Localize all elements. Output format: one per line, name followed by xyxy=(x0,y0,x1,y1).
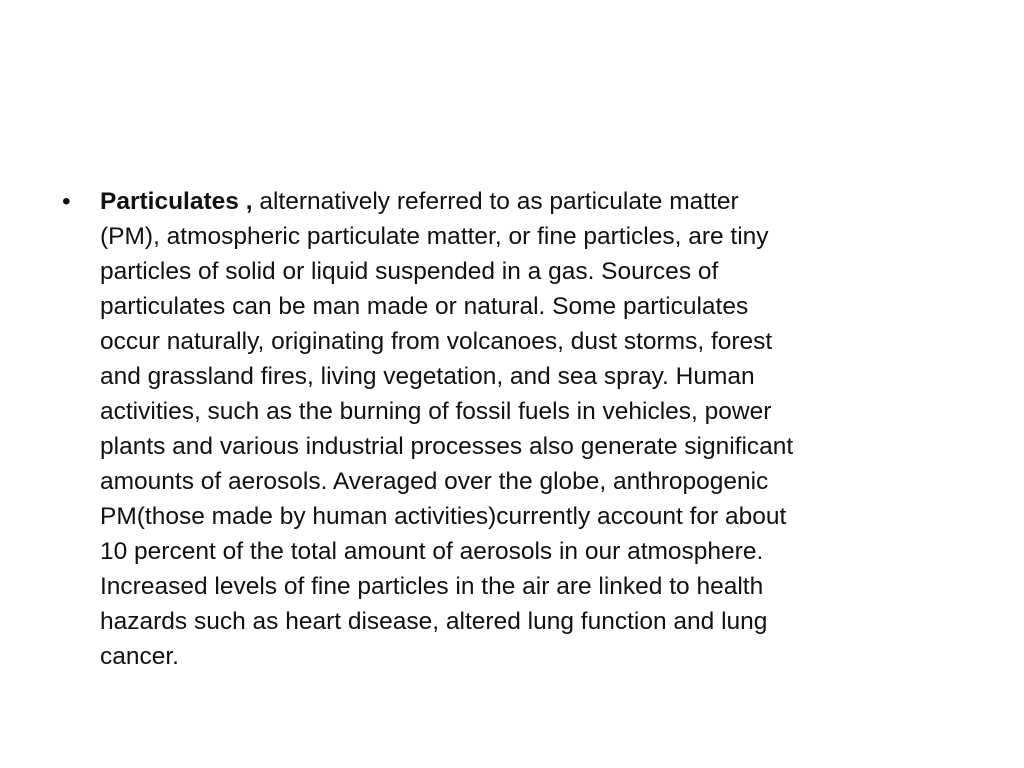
text-line: and grassland fires, living vegetation, and sea spray. Human xyxy=(100,363,755,390)
text-line: particulates can be man made or natural. Some particulates xyxy=(100,293,749,320)
text-line-fragment: alternatively referred to as particulate matter xyxy=(252,188,739,215)
text-line: (PM), atmospheric particulate matter, or fine particles, are tiny xyxy=(100,223,769,250)
text-line: activities, such as the burning of fossil fuels in vehicles, power xyxy=(100,398,772,425)
text-line: cancer. xyxy=(100,643,179,670)
bullet-icon: • xyxy=(62,188,71,215)
term-heading: Particulates , xyxy=(100,188,253,215)
text-line: particles of solid or liquid suspended in a gas. Sources of xyxy=(100,258,719,285)
text-line: PM(those made by human activities)currently account for about xyxy=(100,503,787,530)
bullet-item xyxy=(62,184,962,674)
text-line: occur naturally, originating from volcanoes, dust storms, forest xyxy=(100,328,773,355)
text-line: 10 percent of the total amount of aerosols in our atmosphere. xyxy=(100,538,764,565)
text-line: plants and various industrial processes also generate significant xyxy=(100,433,794,460)
slide-body xyxy=(62,184,962,674)
text-line: amounts of aerosols. Averaged over the globe, anthropogenic xyxy=(100,468,769,495)
text-line: hazards such as heart disease, altered lung function and lung xyxy=(100,608,768,635)
text-line xyxy=(100,184,962,219)
text-line: Increased levels of fine particles in the air are linked to health xyxy=(100,573,764,600)
